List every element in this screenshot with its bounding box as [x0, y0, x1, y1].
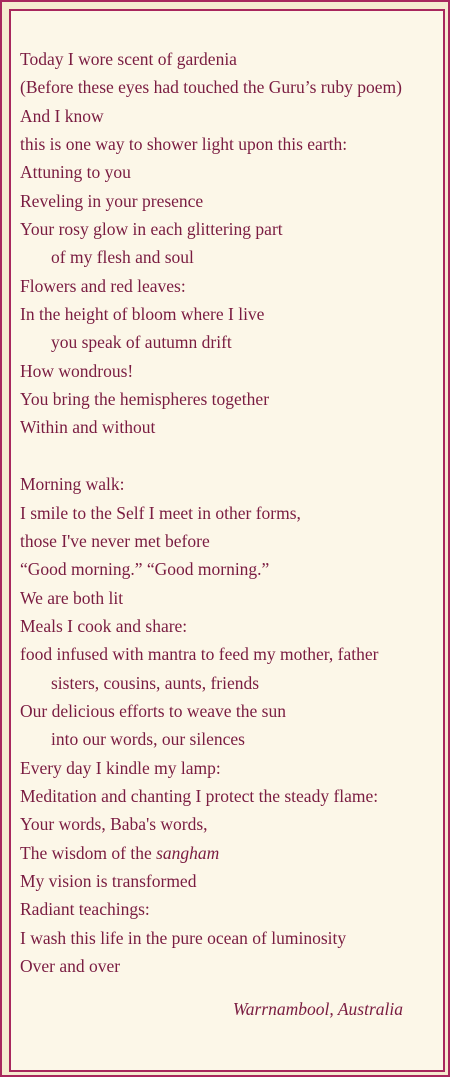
poem-line-text: Today I wore scent of gardenia	[20, 49, 237, 69]
poem-line-text: Meals I cook and share:	[20, 615, 188, 636]
poem-line-text: Reveling in your presence	[20, 190, 204, 211]
poem-line-text: In the height of bloom where I live	[20, 304, 265, 325]
poem-location-signature: Warrnambool, Australia	[232, 999, 403, 1019]
poem-line-text: Our delicious efforts to weave the sun	[20, 700, 286, 721]
poem-line	[20, 499, 445, 527]
poem-line-text: sisters, cousins, aunts, friends	[51, 672, 260, 693]
poem-line-text: you speak of autumn drift	[51, 332, 232, 353]
poem-line	[20, 782, 445, 810]
poem-line	[20, 158, 445, 186]
poem-line	[20, 527, 445, 555]
poem-line	[20, 952, 445, 980]
poem-line-text: Attuning to you	[20, 162, 131, 183]
poem-line-text: (Before these eyes had touched the Guru’s ruby poem)	[20, 77, 402, 98]
poem-line	[20, 640, 445, 668]
poem-line	[20, 584, 445, 612]
poem-text	[20, 45, 445, 980]
poem-line	[20, 215, 445, 243]
poem-line-text: Flowers and red leaves:	[20, 275, 186, 296]
poem-line	[20, 470, 445, 498]
poem-line-text: My vision is transformed	[20, 870, 197, 891]
poem-line	[20, 102, 445, 130]
poem-line-text: those I've never met before	[20, 530, 210, 551]
poem-line-italic: sangham	[156, 842, 220, 863]
poem-line	[20, 73, 445, 101]
poem-line	[20, 839, 445, 867]
poem-line-text: And I know	[20, 105, 104, 126]
poem-line-text: food infused with mantra to feed my mother, father	[20, 644, 379, 665]
poem-line	[20, 413, 445, 441]
poem-line	[20, 385, 445, 413]
poem-line-text: of my flesh and soul	[51, 247, 194, 268]
poem-line-text: Every day I kindle my lamp:	[20, 757, 221, 778]
poem-line	[20, 357, 445, 385]
poem-line-text: I smile to the Self I meet in other forms,	[20, 502, 301, 523]
poem-line	[20, 328, 445, 356]
poem-line	[20, 725, 445, 753]
poem-line-text: Meditation and chanting I protect the steady flame:	[20, 785, 379, 806]
poem-line	[20, 243, 445, 271]
poem-line-text: this is one way to shower light upon this earth:	[20, 134, 348, 155]
poem-line-text: Within and without	[20, 417, 156, 438]
poem-line	[20, 669, 445, 697]
poem-line-text: The wisdom of the	[20, 842, 157, 863]
poem-line	[20, 187, 445, 215]
poem-line-text: I wash this life in the pure ocean of luminosity	[20, 927, 347, 948]
poem-line-text: Over and over	[20, 956, 121, 976]
poem-line-text: Radiant teachings:	[20, 899, 150, 920]
poem-line-text: Your rosy glow in each glittering part	[20, 219, 283, 240]
poem-line-text: “Good morning.” “Good morning.”	[20, 559, 270, 580]
poem-line	[20, 300, 445, 328]
poem-line-text: Your words, Baba's words,	[20, 814, 208, 835]
poem-line	[20, 697, 445, 725]
poem-line	[20, 272, 445, 300]
poem-line	[20, 810, 445, 838]
poem-line	[20, 45, 445, 73]
poem-line	[20, 924, 445, 952]
poem-line-text: How wondrous!	[20, 360, 134, 381]
poem-line-text: We are both lit	[20, 587, 124, 608]
poem-line-text: You bring the hemispheres together	[20, 389, 270, 410]
poem-line	[20, 895, 445, 923]
stanza-break	[20, 442, 445, 470]
poem-line	[20, 130, 445, 158]
poem-line	[20, 754, 445, 782]
poem-line-text: into our words, our silences	[51, 729, 245, 750]
poem-line-text: Morning walk:	[20, 474, 125, 495]
poem-line	[20, 612, 445, 640]
poem-line	[20, 555, 445, 583]
poem-line	[20, 867, 445, 895]
